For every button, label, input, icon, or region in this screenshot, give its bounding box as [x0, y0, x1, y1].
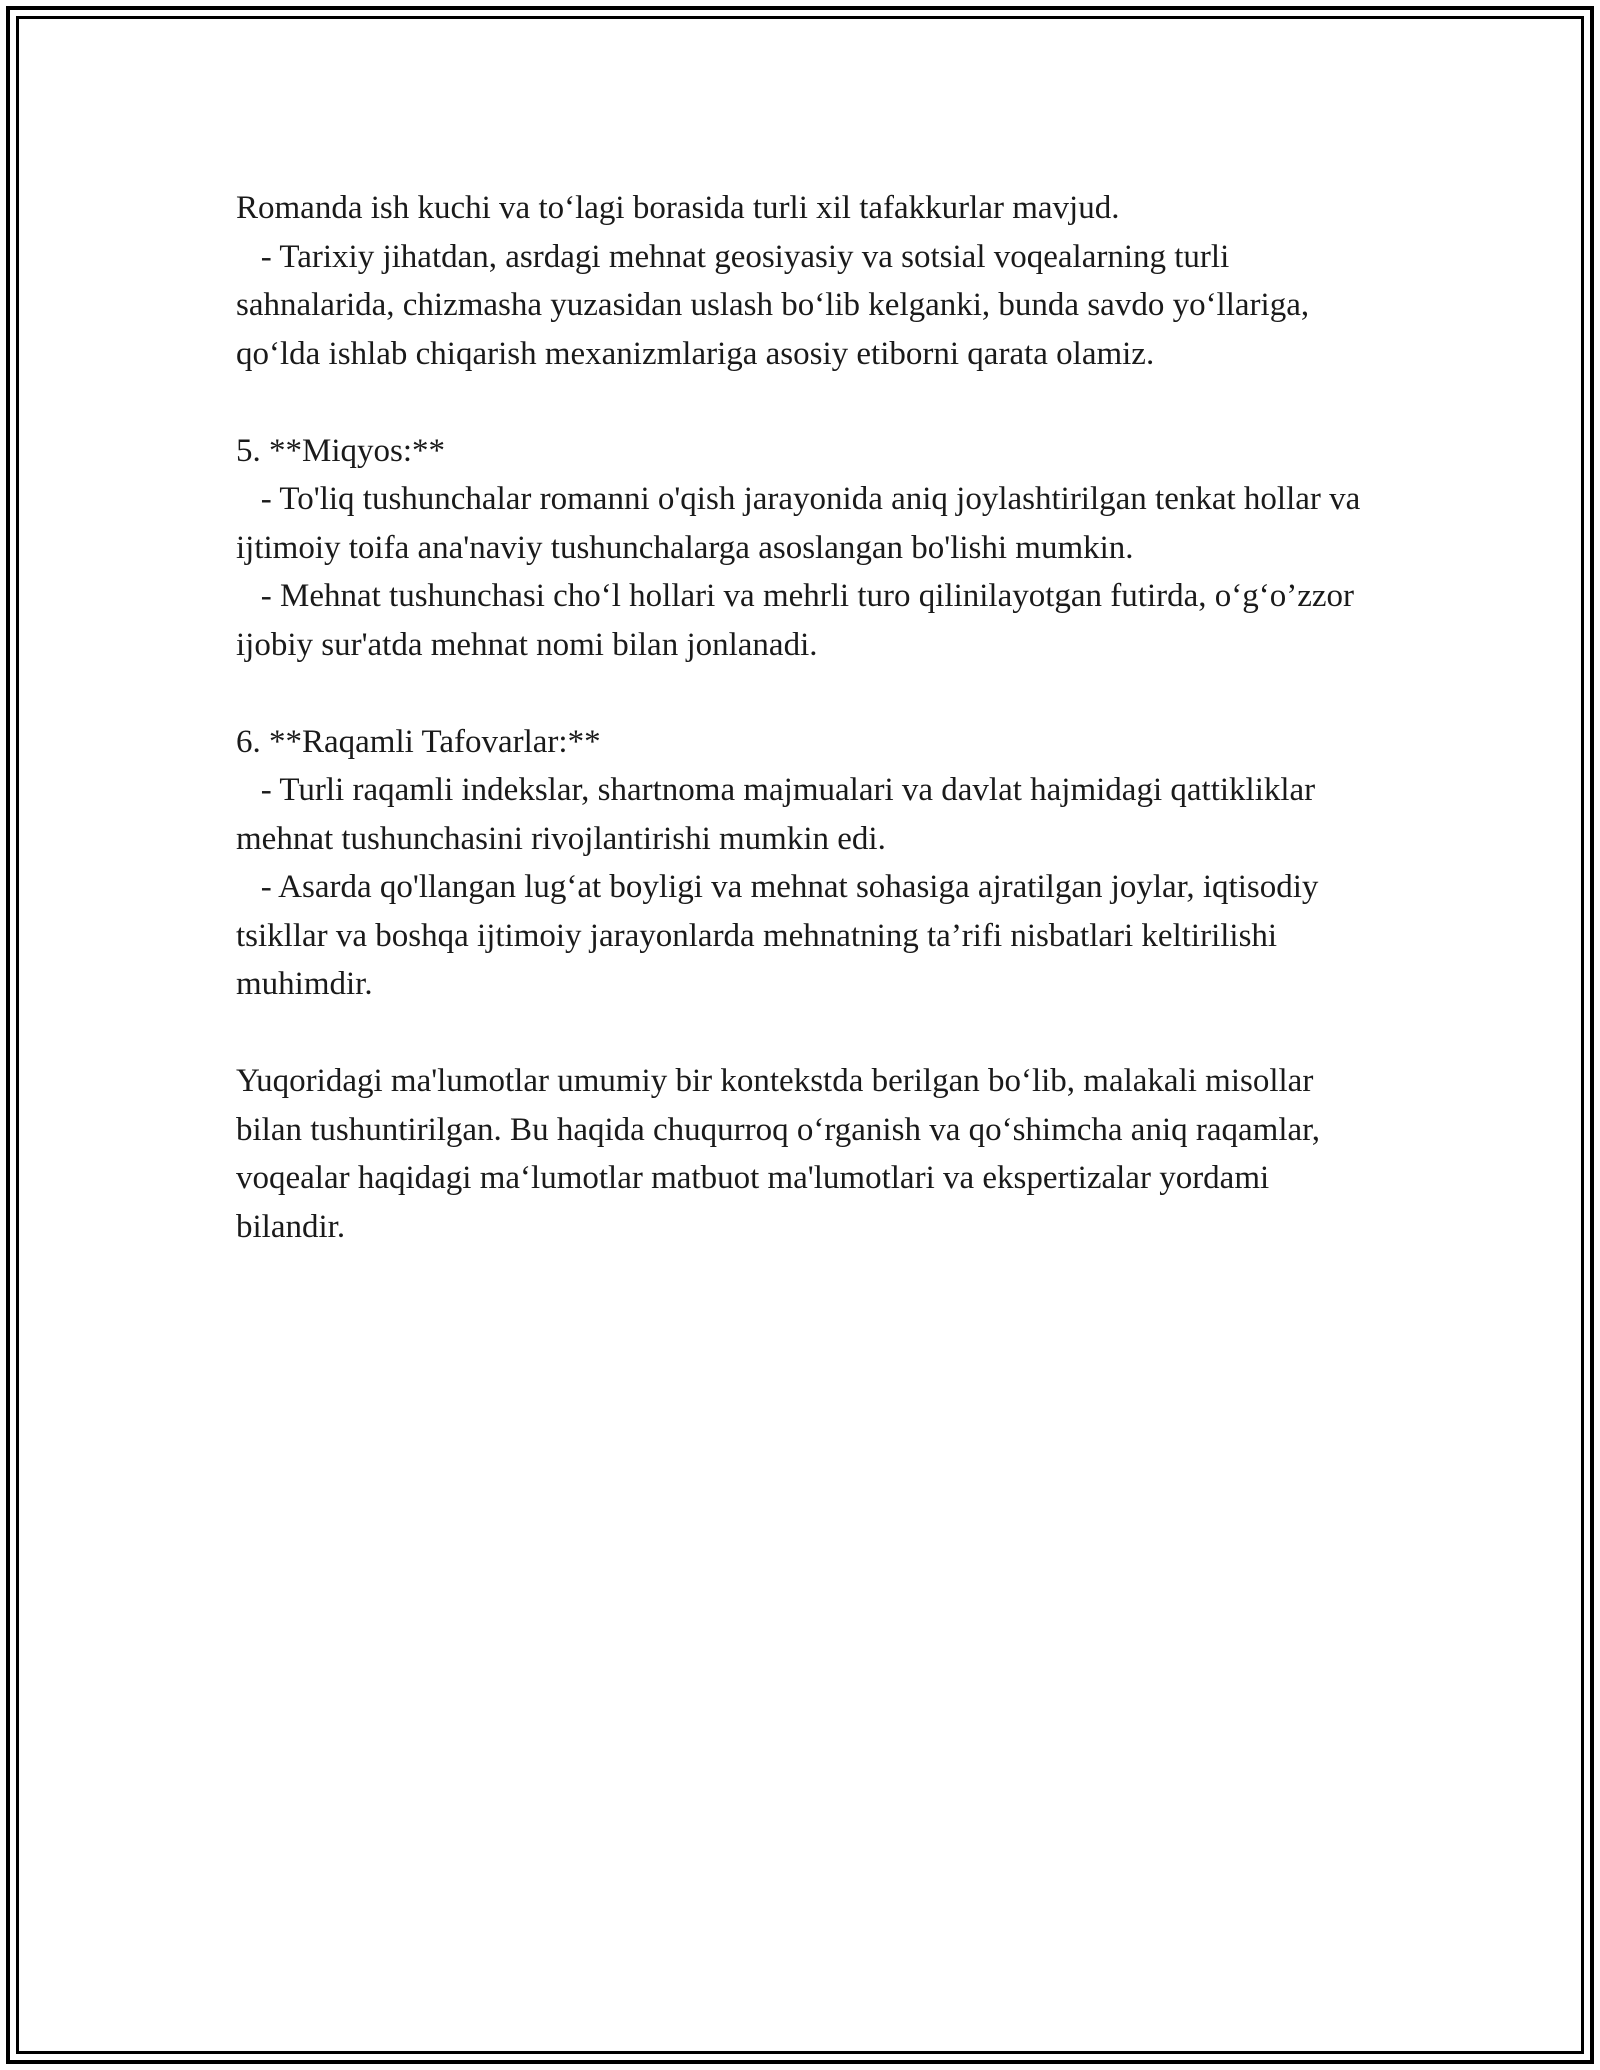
- history-point: - Tarixiy jihatdan, asrdagi mehnat geosiyasiy va sotsial voqealarning turli sahnalarida, chizmasha yuzasidan uslash bo‘lib kelganki, bunda savdo yo‘llariga, qo‘lda ishlab chiqarish mexanizmlariga asosiy etiborni qarata olamiz.: [236, 238, 1318, 372]
- section-6-heading: 6. **Raqamli Tafovarlar:**: [236, 723, 601, 760]
- conclusion-paragraph: Yuqoridagi ma'lumotlar umumiy bir kontekstda berilgan bo‘lib, malakali misollar bilan tushuntirilgan. Bu haqida chuqurroq o‘rganish va qo‘shimcha aniq raqamlar, voqealar haqidagi ma‘lumotlar matbuot ma'lumotlari va ekspertizalar yordami bilandir.: [236, 1063, 1329, 1245]
- paragraph-gap: [236, 378, 1366, 427]
- numeric-point-2: - Asarda qo'llangan lug‘at boyligi va mehnat sohasiga ajratilgan joylar, iqtisodiy tsikllar va boshqa ijtimoiy jarayonlarda mehnatning ta’rifi nisbatlari keltirilishi muhimdir.: [236, 869, 1327, 1002]
- paragraph-gap: [236, 669, 1366, 718]
- section-5-heading: 5. **Miqyos:**: [236, 432, 446, 469]
- document-body: [236, 184, 1369, 1251]
- numeric-point-1: - Turli raqamli indekslar, shartnoma majmualari va davlat hajmidagi qattikliklar mehnat tushunchasini rivojlantirishi mumkin edi.: [236, 772, 1324, 857]
- scale-point-2: - Mehnat tushunchasi cho‘l hollari va mehrli turo qilinilayotgan futirda, o‘g‘o’zzor ijobiy sur'atda mehnat nomi bilan jonlanadi.: [236, 578, 1363, 663]
- intro-line: Romanda ish kuchi va to‘lagi borasida turli xil tafakkurlar mavjud.: [236, 190, 1120, 226]
- paragraph-gap: [236, 1009, 1366, 1058]
- scale-point-1: - To'liq tushunchalar romanni o'qish jarayonida aniq joylashtirilgan tenkat hollar va ijtimoiy toifa ana'naviy tushunchalarga asoslangan bo'lishi mumkin.: [236, 481, 1369, 566]
